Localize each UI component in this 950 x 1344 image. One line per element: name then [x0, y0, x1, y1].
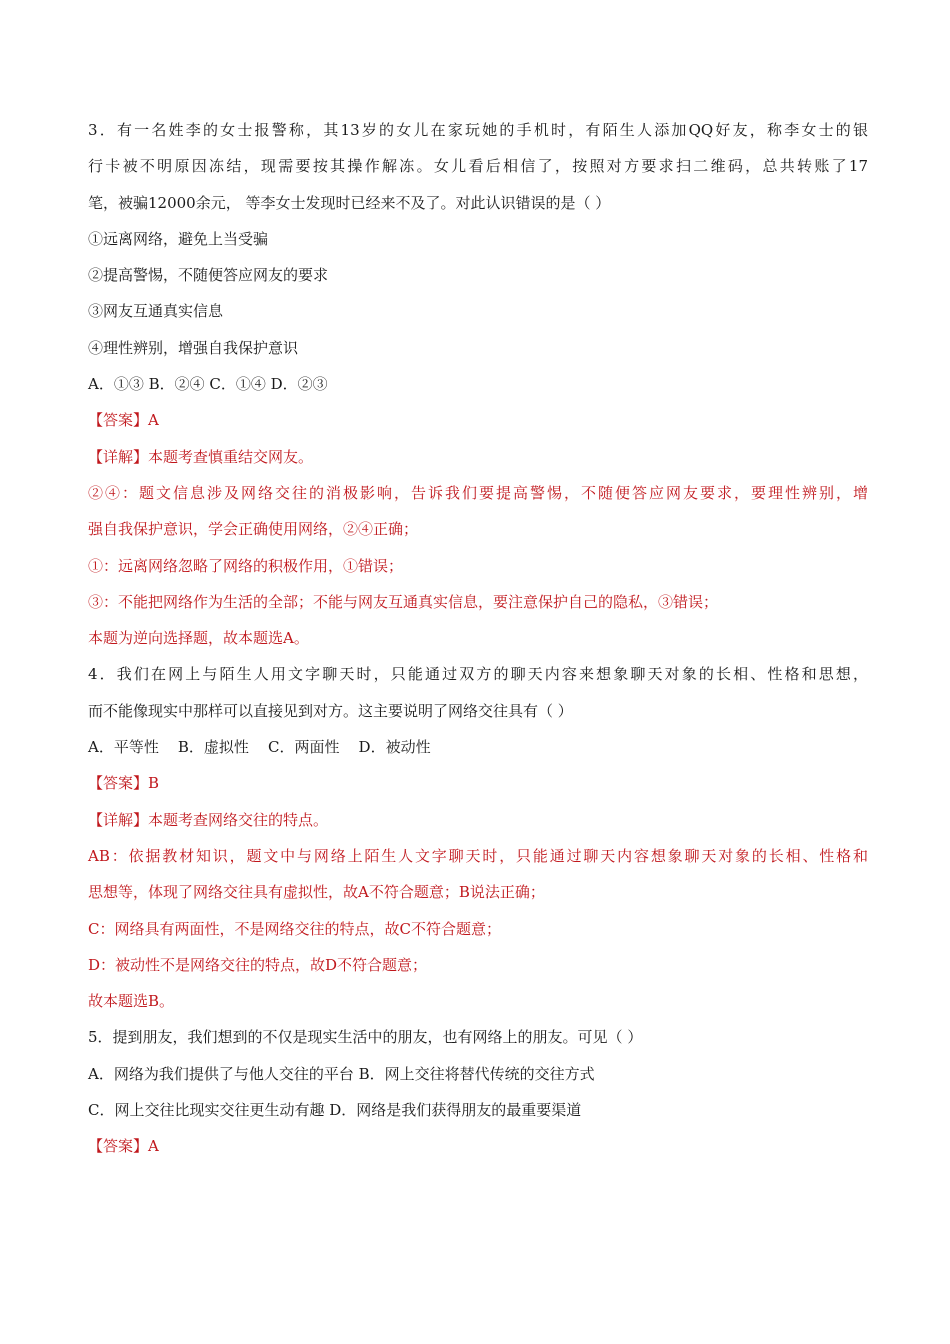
answer-value: B	[148, 774, 160, 793]
analysis-line: ②④：题文信息涉及网络交往的消极影响，告诉我们要提高警惕，不随便答应网友要求，要理性辨别，增	[88, 483, 868, 502]
document-page	[88, 112, 868, 1165]
analysis-line: 思想等，体现了网络交往具有虚拟性，故A不符合题意；B说法正确；	[88, 883, 545, 902]
answer-row	[88, 1128, 868, 1164]
analysis-line: ③：不能把网络作为生活的全部；不能与网友互通真实信息，要注意保护自己的隐私，③错误；	[88, 592, 719, 611]
analysis-line: 强自我保护意识，学会正确使用网络，②④正确；	[88, 520, 419, 539]
question-stem-line: 3．有一名姓李的女士报警称，其13岁的女儿在家玩她的手机时，有陌生人添加QQ好友，称李女士的银	[88, 121, 868, 139]
analysis-line: D：被动性不是网络交往的特点，故D不符合题意；	[88, 955, 428, 974]
answer-options: A．平等性 B．虚拟性 C．两面性 D．被动性	[88, 738, 431, 757]
answer-value: A	[148, 411, 159, 430]
statement-item: ④理性辨别，增强自我保护意识	[88, 338, 299, 357]
answer-options: C．网上交往比现实交往更生动有趣 D．网络是我们获得朋友的最重要渠道	[88, 1101, 582, 1120]
detail-row	[88, 439, 868, 475]
answer-options: A．①③ B．②④ C．①④ D．②③	[88, 375, 328, 394]
question-stem-line: 行卡被不明原因冻结，现需要按其操作解冻。女儿看后相信了，按照对方要求扫二维码，总共转账了17	[88, 157, 868, 176]
analysis-line: 故本题选B。	[88, 992, 175, 1011]
detail-intro: 本题考查慎重结交网友。	[148, 447, 314, 466]
question-stem-line: 5．提到朋友，我们想到的不仅是现实生活中的朋友，也有网络上的朋友。可见（ ）	[88, 1028, 643, 1047]
analysis-line: 本题为逆向选择题，故本题选A。	[88, 629, 309, 648]
analysis-line: ①：远离网络忽略了网络的积极作用，①错误；	[88, 556, 404, 575]
question-3	[88, 112, 868, 656]
statement-item: ①远离网络，避免上当受骗	[88, 229, 269, 248]
answer-label: 【答案】	[88, 774, 149, 793]
analysis-line: C：网络具有两面性，不是网络交往的特点，故C不符合题意；	[88, 919, 501, 938]
detail-intro: 本题考查网络交往的特点。	[148, 810, 329, 829]
question-stem-line: 笔，被骗12000余元， 等李女士发现时已经来不及了。对此认识错误的是（ ）	[88, 193, 611, 212]
question-5	[88, 1019, 868, 1164]
answer-label: 【答案】	[88, 1137, 149, 1156]
detail-label: 【详解】	[88, 810, 149, 829]
answer-options: A．网络为我们提供了与他人交往的平台 B．网上交往将替代传统的交往方式	[88, 1064, 595, 1083]
statement-item: ③网友互通真实信息	[88, 302, 224, 321]
statement-item: ②提高警惕，不随便答应网友的要求	[88, 266, 329, 285]
question-4	[88, 656, 868, 1019]
question-stem-line: 而不能像现实中那样可以直接见到对方。这主要说明了网络交往具有（ ）	[88, 701, 573, 720]
detail-row	[88, 802, 868, 838]
answer-row	[88, 765, 868, 801]
detail-label: 【详解】	[88, 447, 149, 466]
answer-row	[88, 402, 868, 438]
analysis-line: AB：依据教材知识，题文中与网络上陌生人文字聊天时，只能通过聊天内容想象聊天对象的长相、性格和	[88, 846, 868, 865]
question-stem-line: 4．我们在网上与陌生人用文字聊天时，只能通过双方的聊天内容来想象聊天对象的长相、性格和思想，	[88, 665, 868, 684]
answer-label: 【答案】	[88, 411, 149, 430]
answer-value: A	[148, 1137, 159, 1156]
